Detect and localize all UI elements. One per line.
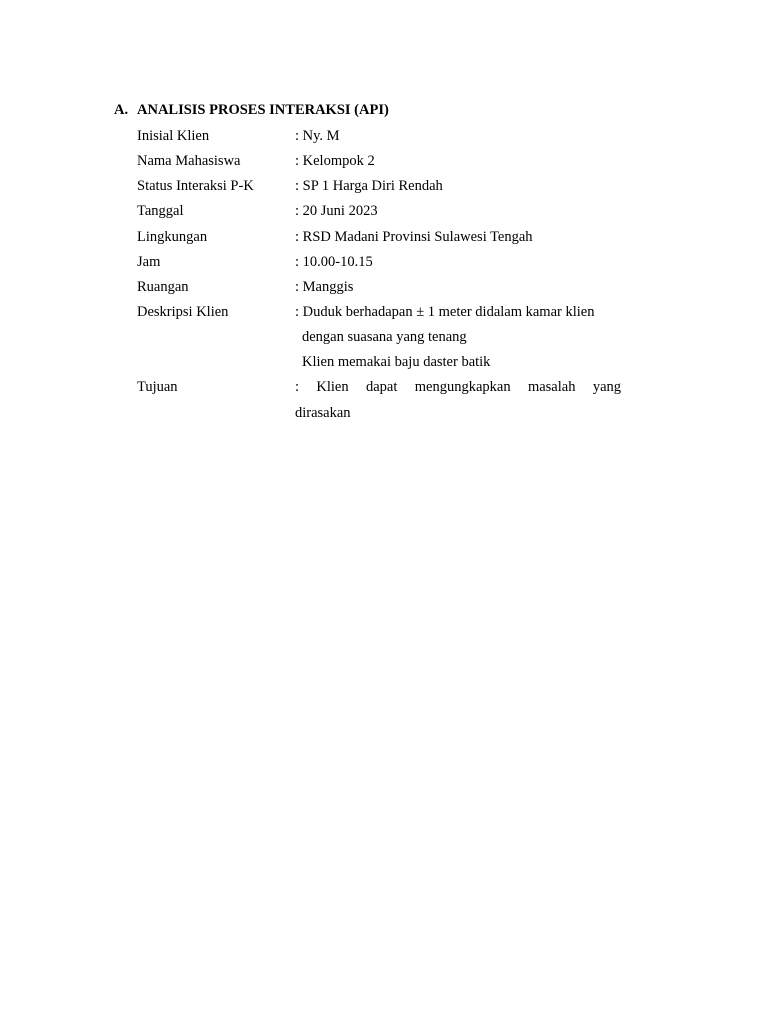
- field-label: Inisial Klien: [137, 128, 210, 144]
- tujuan-word: masalah: [527, 379, 576, 395]
- field-value: : SP 1 Harga Diri Rendah: [295, 178, 443, 194]
- field-label: Nama Mahasiswa: [137, 153, 241, 169]
- deskripsi-continuation-line: Klien memakai baju daster batik: [302, 354, 491, 370]
- field-value: : Duduk berhadapan ± 1 meter didalam kamar klien: [295, 304, 595, 320]
- field-label: Tanggal: [137, 203, 184, 219]
- field-value: : Manggis: [295, 279, 354, 295]
- tujuan-word: :: [295, 379, 300, 395]
- field-label: Ruangan: [137, 279, 189, 295]
- field-label: Lingkungan: [137, 229, 208, 245]
- field-value: : RSD Madani Provinsi Sulawesi Tengah: [295, 229, 533, 245]
- deskripsi-continuation-line: dengan suasana yang tenang: [302, 329, 467, 345]
- field-value: : Ny. M: [295, 128, 340, 144]
- field-value: : 10.00-10.15: [295, 254, 373, 270]
- tujuan-word: Klien: [316, 379, 349, 395]
- section-heading: [114, 102, 389, 119]
- field-value: : 20 Juni 2023: [295, 203, 378, 219]
- field-value: : Kelompok 2: [295, 153, 375, 169]
- field-label: Deskripsi Klien: [137, 304, 229, 320]
- field-value-justified: [295, 379, 621, 396]
- tujuan-word: dapat: [365, 379, 398, 395]
- section-title: ANALISIS PROSES INTERAKSI (API): [137, 102, 389, 118]
- tujuan-word: yang: [592, 379, 621, 395]
- tujuan-word: mengungkapkan: [414, 379, 511, 395]
- section-number: A.: [114, 102, 129, 118]
- field-label: Jam: [137, 254, 161, 270]
- tujuan-continuation-line: dirasakan: [295, 405, 351, 421]
- field-label: Status Interaksi P-K: [137, 178, 254, 194]
- field-label: Tujuan: [137, 379, 178, 395]
